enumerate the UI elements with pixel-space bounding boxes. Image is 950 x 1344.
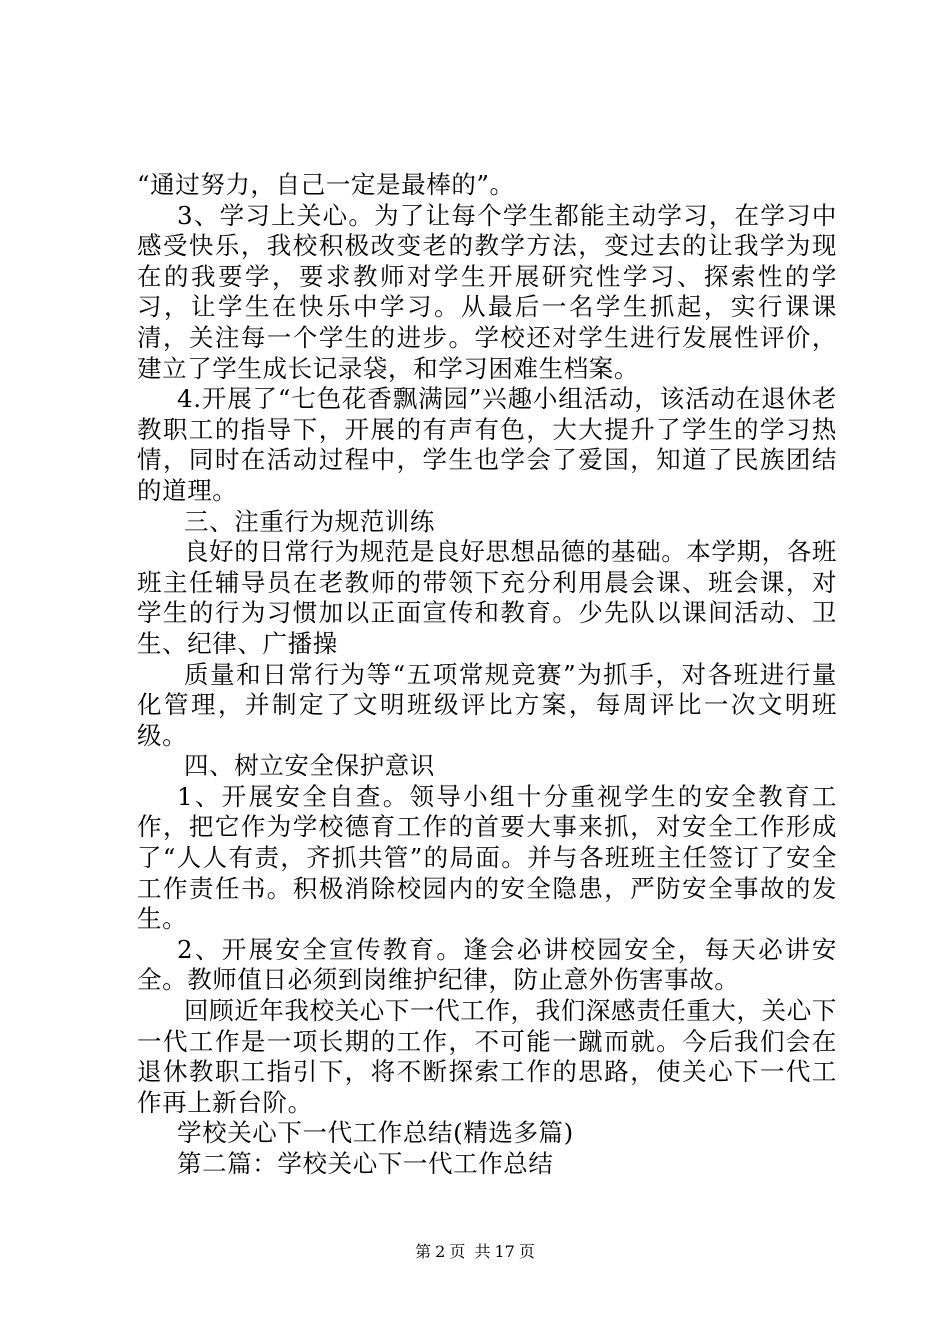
paragraph-safety-self-check: 1、开展安全自查。领导小组十分重视学生的安全教育工作，把它作为学校德育工作的首要大事来抓，对安全工作形成了“人人有责，齐抓共管”的局面。并与各班班主任签订了安全工作责任书。积极消除校园内的安全隐患，严防安全事故的发生。 (137, 781, 837, 934)
paragraph-behavior-norms: 良好的日常行为规范是良好思想品德的基础。本学期，各班班主任辅导员在老教师的带领下充分利用晨会课、班会课，对学生的行为习惯加以正面宣传和教育。少先队以课间活动、卫生、纪律、广播操 (137, 537, 837, 658)
section-title-second: 第二篇：学校关心下一代工作总结 (177, 1149, 554, 1178)
footer-page-word: 页 (449, 1242, 466, 1261)
footer-total-pages: 17 (494, 1242, 515, 1261)
paragraph-review: 回顾近年我校关心下一代工作，我们深感责任重大，关心下一代工作是一项长期的工作，不可能一蹴而就。今后我们会在退休教职工指引下，将不断探索工作的思路，使关心下一代工作再上新台阶。 (137, 996, 837, 1117)
paragraph-safety-education: 2、开展安全宣传教育。逢会必讲校园安全，每天必讲安全。教师值日必须到岗维护纪律，防止意外伤害事故。 (137, 934, 837, 995)
footer-total-suffix: 页 (518, 1242, 535, 1261)
page-footer (0, 1242, 950, 1262)
paragraph-interest-group: 4.开展了“七色花香飘满园”兴趣小组活动，该活动在退休老教职工的指导下，开展的有声有色，大大提升了学生的学习热情，同时在活动过程中，学生也学会了爱国，知道了民族团结的道理。 (137, 384, 837, 505)
paragraph-five-competitions: 质量和日常行为等“五项常规竞赛”为抓手，对各班进行量化管理，并制定了文明班级评比方案，每周评比一次文明班级。 (137, 659, 837, 750)
document-body (137, 170, 837, 1180)
footer-total-prefix: 共 (474, 1242, 491, 1261)
paragraph-continuation: “通过努力，自己一定是最棒的”。 (137, 170, 515, 199)
section-title-selected: 学校关心下一代工作总结(精选多篇) (177, 1118, 574, 1148)
heading-safety-awareness: 四、树立安全保护意识 (184, 751, 435, 781)
heading-behavior-training: 三、注重行为规范训练 (184, 506, 435, 536)
footer-current-page: 2 (435, 1242, 446, 1261)
footer-prefix: 第 (415, 1242, 432, 1261)
paragraph-study-care: 3、学习上关心。为了让每个学生都能主动学习，在学习中感受快乐，我校积极改变老的教学方法，变过去的让我学为现在的我要学，要求教师对学生开展研究性学习、探索性的学习，让学生在快乐中学习。从最后一名学生抓起，实行课课清，关注每一个学生的进步。学校还对学生进行发展性评价，建立了学生成长记录袋，和学习困难生档案。 (137, 200, 837, 383)
